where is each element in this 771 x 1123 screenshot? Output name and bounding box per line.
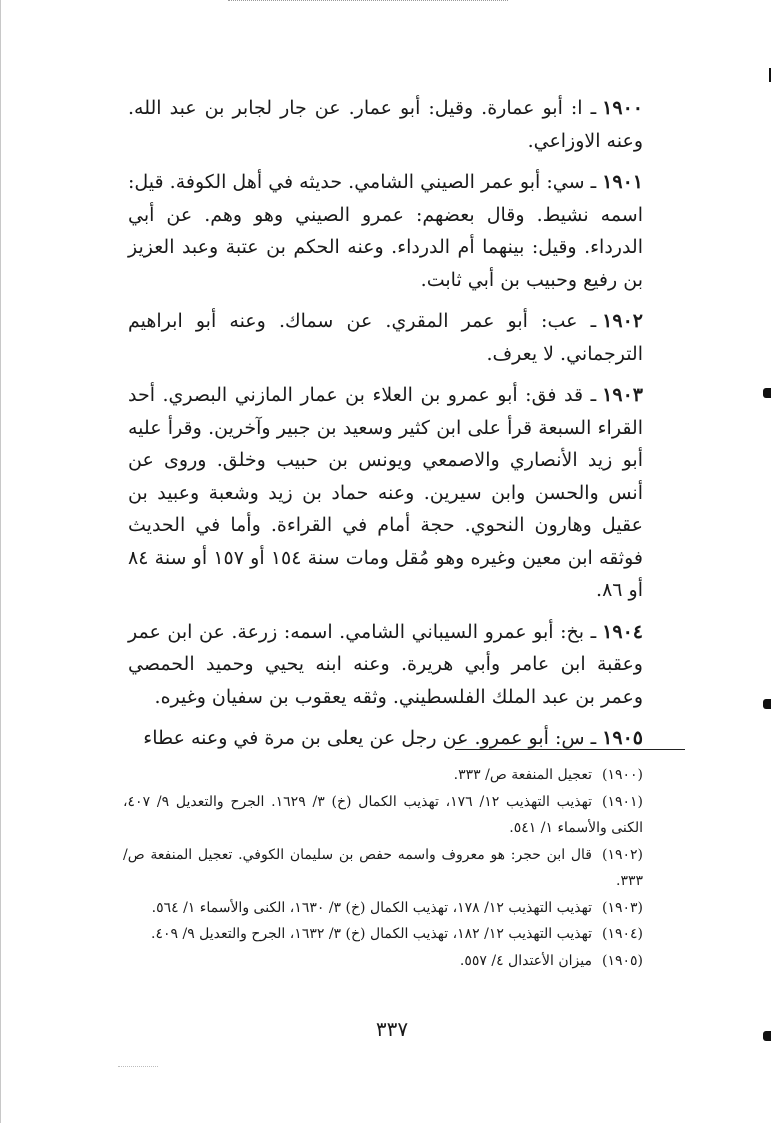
footnote-number: (١٩٠١) [602, 793, 644, 810]
main-text [128, 92, 643, 764]
footnote-text: تعجيل المنفعة ص/ ٣٣٣. [453, 767, 592, 783]
footnote-text: تهذيب التهذيب ١٢/ ١٧٨، تهذيب الكمال (خ) ٣/ ١٦٣٠، الكنى والأسماء ١/ ٥٦٤. [151, 899, 592, 916]
entry-number: ١٩٠٥ [602, 727, 643, 749]
footnotes [123, 762, 643, 974]
entry-1901 [128, 166, 643, 296]
margin-mark [763, 1031, 771, 1041]
entry-text: ـ ا: أبو عمارة. وقيل: أبو عمار. عن جار لجابر بن عبد الله. وعنه الاوزاعي. [128, 97, 643, 152]
footnote-text: تهذيب التهذيب ١٢/ ١٧٦، تهذيب الكمال (خ) ٣/ ١٦٢٩. الجرح والتعديل ٩/ ٤٠٧، الكنى والأسماء ١/ ٥٤١. [123, 793, 643, 836]
entry-number: ١٩٠٠ [602, 97, 643, 119]
footnote-text: قال ابن حجر: هو معروف واسمه حفص بن سليمان الكوفي. تعجيل المنفعة ص/ ٣٣٣. [123, 846, 643, 889]
footnote [123, 842, 643, 895]
entry-text: ـ س: أبو عمرو. عن رجل عن يعلى بن مرة في وعنه عطاء [143, 727, 597, 749]
entry-text: ـ قد فق: أبو عمرو بن العلاء بن عمار المازني البصري. أحد القراء السبعة قرأ على ابن كثير وسعيد بن جبير وآخرين. وقرأ عليه أبو زيد الأنصاري والاصمعي ويونس بن حبيب وخلق. وروى عن أنس والحسن وابن سيرين. وعنه حماد بن زيد وشعبة وعبيد بن عقيل وهارون النحوي. حجة أمام في القراءة. وأما في الحديث فوثقه ابن معين وغيره وهو مُقل ومات سنة ١٥٤ أو ١٥٧ أو سنة ٨٤ أو ٨٦. [128, 384, 643, 601]
entry-number: ١٩٠٢ [602, 310, 643, 332]
entry-1900 [128, 92, 643, 157]
footnote-separator [455, 749, 685, 750]
page-number: ٣٣٧ [375, 1017, 409, 1041]
footnote [123, 789, 643, 842]
footnote-number: (١٩٠٢) [601, 846, 643, 863]
footnote-number: (١٩٠٣) [601, 899, 643, 916]
footnote-number: (١٩٠٤) [601, 926, 643, 942]
scan-artifact [118, 1066, 158, 1071]
entry-number: ١٩٠٣ [602, 384, 643, 406]
entry-number: ١٩٠١ [602, 171, 643, 193]
footnote [123, 762, 643, 789]
footnote [123, 948, 643, 975]
footnote-number: (١٩٠٥) [601, 952, 643, 969]
scan-top-edge [228, 0, 508, 1]
footnote [123, 921, 643, 948]
entry-1902 [128, 305, 643, 370]
entry-text: ـ سي: أبو عمر الصيني الشامي. حديثه في أهل الكوفة. قيل: اسمه نشيط. وقال بعضهم: عمرو الصيني وهو وهم. عن أبي الدرداء. وقيل: بينهما أم الدرداء. وعنه الحكم بن عتبة وعبد العزيز بن رفيع وحبيب بن أبي ثابت. [128, 171, 643, 291]
entry-number: ١٩٠٤ [602, 620, 643, 643]
margin-mark [763, 388, 771, 398]
footnote [123, 895, 643, 922]
entry-1903 [128, 379, 643, 607]
entry-text: ـ بخ: أبو عمرو السيباني الشامي. اسمه: زرعة. عن ابن عمر وعقبة ابن عامر وأبي هريرة. وعنه ابنه يحيي وحميد الحمصي وعمر بن عبد الملك الفلسطيني. وثقه يعقوب بن سفيان وغيره. [128, 620, 643, 708]
scan-left-edge [0, 0, 1, 1123]
entry-1904 [128, 616, 643, 714]
footnote-text: تهذيب التهذيب ١٢/ ١٨٢، تهذيب الكمال (خ) ٣/ ١٦٣٢، الجرح والتعديل ٩/ ٤٠٩. [151, 926, 592, 942]
footnote-text: ميزان الأعتدال ٤/ ٥٥٧. [459, 952, 592, 969]
entry-text: ـ عب: أبو عمر المقري. عن سماك. وعنه أبو ابراهيم الترجماني. لا يعرف. [128, 310, 643, 365]
footnote-number: (١٩٠٠) [601, 767, 643, 783]
margin-mark [763, 699, 771, 709]
